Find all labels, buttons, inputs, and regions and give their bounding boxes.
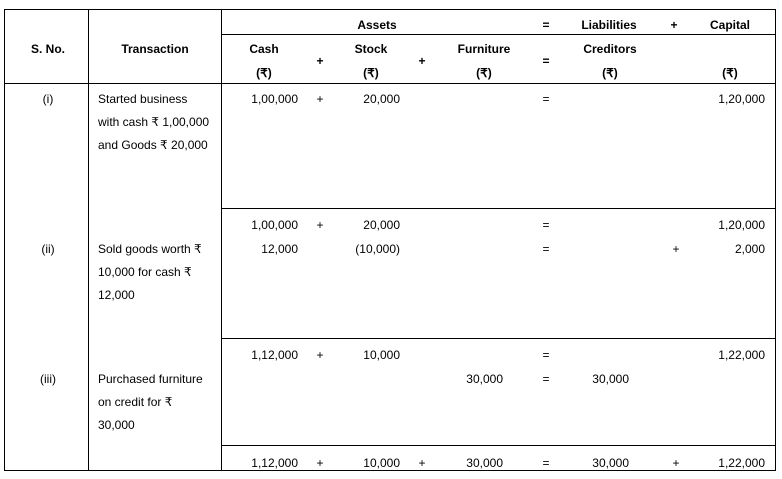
row-iii-desc-line: Purchased furniture (98, 372, 203, 386)
row-iii-sno: (iii) (40, 372, 56, 386)
row-ii-desc-line: 10,000 for cash ₹ (98, 265, 192, 279)
assets-header: Assets (357, 18, 397, 32)
stock-header: Stock (354, 42, 388, 56)
row-ii-rule (221, 338, 775, 339)
total-plus-2: + (418, 456, 426, 470)
row-ii-equals: = (542, 242, 550, 256)
sno-header: S. No. (30, 42, 66, 56)
table-border-top (4, 9, 775, 10)
row-ii-desc-line: Sold goods worth ₹ (98, 242, 202, 256)
total-capital: 1,22,000 (718, 456, 765, 470)
total-equals: = (542, 456, 550, 470)
total-plus-3: + (672, 456, 680, 470)
header-bottom-rule (4, 83, 775, 84)
equals-sign: = (542, 54, 550, 68)
total-creditors: 30,000 (592, 456, 629, 470)
capital-unit: (₹) (722, 66, 738, 80)
row-ii-stock: (10,000) (355, 242, 400, 256)
row-iii-desc-line: on credit for ₹ (98, 395, 173, 409)
row-iii-equals: = (542, 372, 550, 386)
row-iii-balance-cash: 1,12,000 (251, 348, 298, 362)
plus-header: + (670, 18, 678, 32)
equals-header: = (542, 18, 550, 32)
cash-unit: (₹) (256, 66, 272, 80)
row-i-stock: 20,000 (363, 92, 400, 106)
creditors-unit: (₹) (602, 66, 618, 80)
row-i-cash: 1,00,000 (251, 92, 298, 106)
row-iii-desc-line: 30,000 (98, 418, 135, 432)
furniture-unit: (₹) (476, 66, 492, 80)
row-i-desc-line: and Goods ₹ 20,000 (98, 138, 208, 152)
plus-sign: + (418, 54, 426, 68)
row-iii-creditors: 30,000 (592, 372, 629, 386)
row-ii-cash: 12,000 (261, 242, 298, 256)
furniture-header: Furniture (457, 42, 511, 56)
table-border-right (775, 9, 776, 471)
row-i-sno: (i) (42, 92, 54, 106)
row-iii-furniture: 30,000 (466, 372, 503, 386)
assets-rule (221, 34, 775, 35)
table-border-bottom (4, 470, 775, 471)
stock-unit: (₹) (363, 66, 379, 80)
row-ii-balance-plus: + (316, 218, 324, 232)
row-iii-balance-equals: = (542, 348, 550, 362)
row-ii-balance-capital: 1,20,000 (718, 218, 765, 232)
total-cash: 1,12,000 (251, 456, 298, 470)
row-i-desc-line: Started business (98, 92, 188, 106)
cash-header: Cash (249, 42, 279, 56)
sno-divider (88, 9, 89, 471)
row-i-equals: = (542, 92, 550, 106)
row-iii-balance-plus: + (316, 348, 324, 362)
row-ii-balance-stock: 20,000 (363, 218, 400, 232)
row-ii-capital: 2,000 (734, 242, 765, 256)
row-ii-balance-equals: = (542, 218, 550, 232)
total-plus-1: + (316, 456, 324, 470)
transaction-header: Transaction (121, 42, 189, 56)
row-iii-balance-stock: 10,000 (363, 348, 400, 362)
total-furniture: 30,000 (466, 456, 503, 470)
liabilities-header: Liabilities (581, 18, 637, 32)
total-stock: 10,000 (363, 456, 400, 470)
row-i-capital: 1,20,000 (718, 92, 765, 106)
row-ii-desc-line: 12,000 (98, 288, 135, 302)
row-i-plus: + (316, 92, 324, 106)
table-border-left (4, 9, 5, 471)
row-ii-balance-cash: 1,00,000 (251, 218, 298, 232)
row-ii-sno: (ii) (41, 242, 55, 256)
row-i-desc-line: with cash ₹ 1,00,000 (98, 115, 210, 129)
creditors-header: Creditors (583, 42, 637, 56)
row-i-rule (221, 208, 775, 209)
row-ii-plus: + (672, 242, 680, 256)
transaction-divider (221, 9, 222, 471)
row-iii-balance-capital: 1,22,000 (718, 348, 765, 362)
row-iii-rule (221, 445, 775, 446)
capital-group-header: Capital (709, 18, 751, 32)
plus-sign: + (316, 54, 324, 68)
